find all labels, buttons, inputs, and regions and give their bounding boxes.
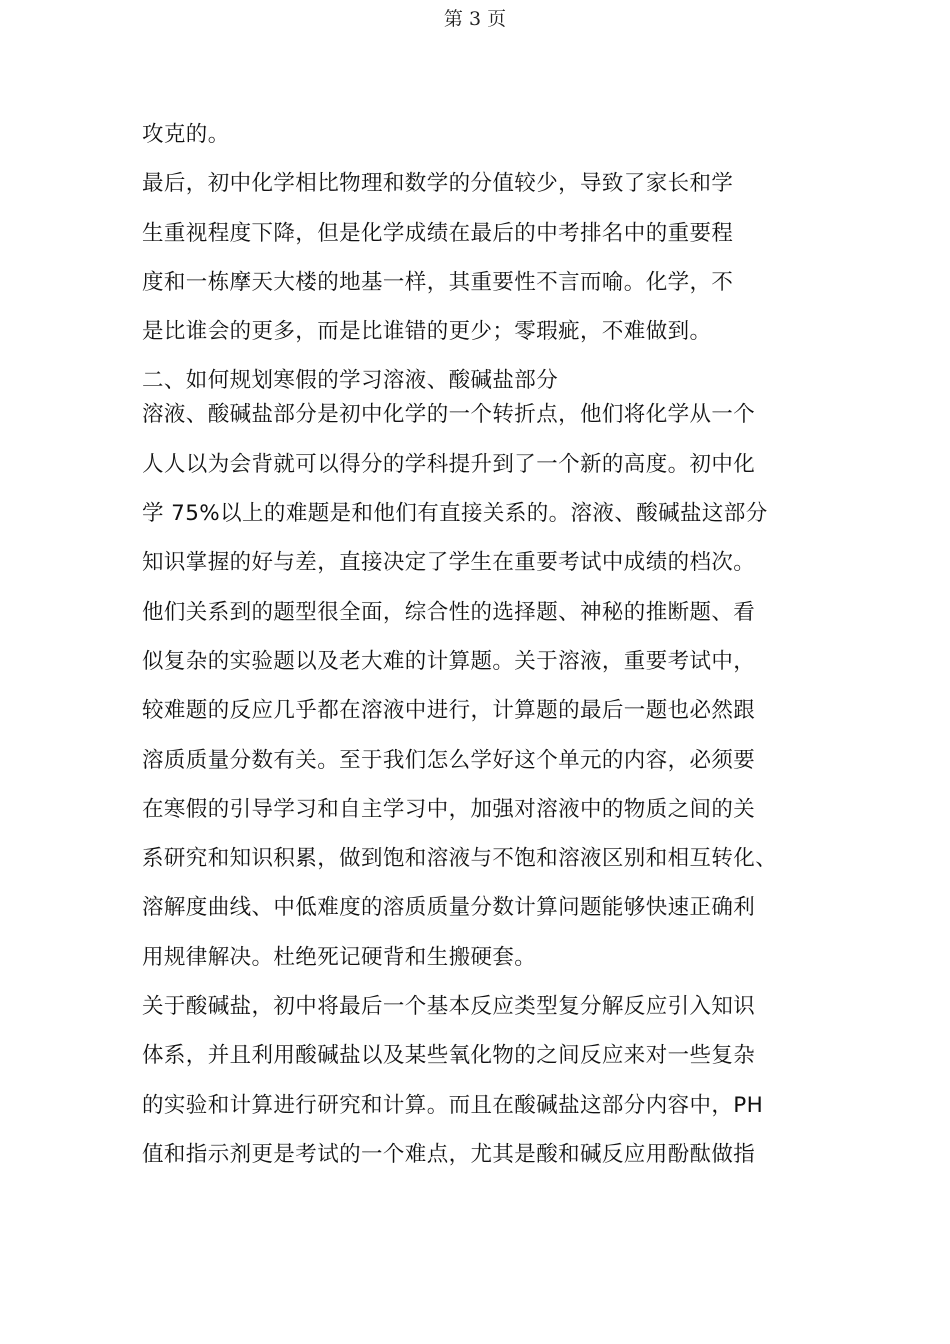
text-line: 人人以为会背就可以得分的学科提升到了一个新的高度。初中化 bbox=[142, 451, 756, 477]
text-line: 用规律解决。杜绝死记硬背和生搬硬套。 bbox=[142, 944, 537, 970]
text-line: 体系，并且利用酸碱盐以及某些氧化物的之间反应来对一些复杂 bbox=[142, 1043, 756, 1069]
text-line: 的实验和计算进行研究和计算。而且在酸碱盐这部分内容中，PH bbox=[142, 1092, 764, 1118]
document-body bbox=[142, 118, 814, 1187]
text-line: 是比谁会的更多，而是比谁错的更少；零瑕疵，不难做到。 bbox=[142, 319, 712, 345]
text-line: 溶解度曲线、中低难度的溶质质量分数计算问题能够快速正确利 bbox=[142, 895, 756, 921]
text-line: 似复杂的实验题以及老大难的计算题。关于溶液，重要考试中， bbox=[142, 648, 756, 674]
text-line: 值和指示剂更是考试的一个难点，尤其是酸和碱反应用酚酞做指 bbox=[142, 1141, 756, 1167]
text-line: 学 75%以上的难题是和他们有直接关系的。溶液、酸碱盐这部分 bbox=[142, 501, 768, 527]
text-line: 在寒假的引导学习和自主学习中，加强对溶液中的物质之间的关 bbox=[142, 796, 756, 822]
text-line: 他们关系到的题型很全面，综合性的选择题、神秘的推断题、看 bbox=[142, 599, 756, 625]
page-number: 第 3 页 bbox=[443, 8, 507, 30]
text-line: 溶质质量分数有关。至于我们怎么学好这个单元的内容，必须要 bbox=[142, 747, 756, 773]
text-line: 度和一栋摩天大楼的地基一样，其重要性不言而喻。化学，不 bbox=[142, 269, 734, 295]
text-line: 知识掌握的好与差，直接决定了学生在重要考试中成绩的档次。 bbox=[142, 550, 756, 576]
text-line: 溶液、酸碱盐部分是初中化学的一个转折点，他们将化学从一个 bbox=[142, 402, 756, 428]
text-line: 最后，初中化学相比物理和数学的分值较少，导致了家长和学 bbox=[142, 171, 734, 197]
section-heading: 二、如何规划寒假的学习溶液、酸碱盐部分 bbox=[142, 368, 559, 394]
text-line: 生重视程度下降，但是化学成绩在最后的中考排名中的重要程 bbox=[142, 220, 734, 246]
text-line: 较难题的反应几乎都在溶液中进行，计算题的最后一题也必然跟 bbox=[142, 698, 756, 724]
text-line: 攻克的。 bbox=[142, 122, 230, 147]
text-line: 关于酸碱盐，初中将最后一个基本反应类型复分解反应引入知识 bbox=[142, 994, 756, 1020]
text-line: 系研究和知识积累，做到饱和溶液与不饱和溶液区别和相互转化、 bbox=[142, 846, 778, 872]
